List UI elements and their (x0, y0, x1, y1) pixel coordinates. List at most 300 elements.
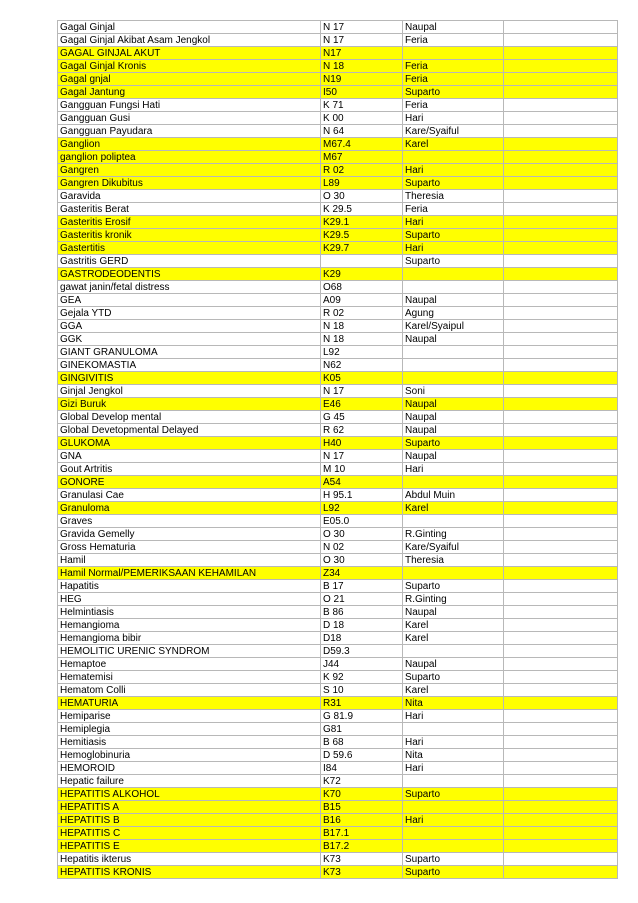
empty-cell[interactable] (504, 801, 618, 814)
icd-code-cell[interactable]: O 30 (321, 528, 403, 541)
diagnosis-cell[interactable]: ganglion poliptea (58, 151, 321, 164)
doctor-cell[interactable]: Feria (403, 60, 504, 73)
doctor-cell[interactable]: Feria (403, 203, 504, 216)
doctor-cell[interactable]: Naupal (403, 294, 504, 307)
diagnosis-cell[interactable]: Hemangioma bibir (58, 632, 321, 645)
icd-code-cell[interactable]: K05 (321, 372, 403, 385)
diagnosis-cell[interactable]: Gangren Dikubitus (58, 177, 321, 190)
empty-cell[interactable] (504, 489, 618, 502)
doctor-cell[interactable] (403, 645, 504, 658)
doctor-cell[interactable]: Suparto (403, 580, 504, 593)
empty-cell[interactable] (504, 450, 618, 463)
icd-code-cell[interactable]: B 68 (321, 736, 403, 749)
diagnosis-cell[interactable]: GIANT GRANULOMA (58, 346, 321, 359)
table-row (58, 827, 618, 840)
icd-code-cell[interactable]: N17 (321, 47, 403, 60)
doctor-cell[interactable]: R.Ginting (403, 593, 504, 606)
empty-cell[interactable] (504, 658, 618, 671)
table-row (58, 21, 618, 34)
empty-cell[interactable] (504, 515, 618, 528)
table-row (58, 658, 618, 671)
doctor-cell[interactable] (403, 775, 504, 788)
table-row (58, 866, 618, 879)
table-row (58, 723, 618, 736)
doctor-cell[interactable]: Suparto (403, 177, 504, 190)
table-row (58, 177, 618, 190)
doctor-cell[interactable] (403, 268, 504, 281)
empty-cell[interactable] (504, 99, 618, 112)
empty-cell[interactable] (504, 34, 618, 47)
empty-cell[interactable] (504, 697, 618, 710)
doctor-cell[interactable] (403, 372, 504, 385)
empty-cell[interactable] (504, 372, 618, 385)
icd-code-cell[interactable]: N 17 (321, 450, 403, 463)
table-row (58, 463, 618, 476)
icd-code-cell[interactable]: K73 (321, 853, 403, 866)
diagnosis-cell[interactable]: Hepatic failure (58, 775, 321, 788)
doctor-cell[interactable]: Nita (403, 697, 504, 710)
empty-cell[interactable] (504, 775, 618, 788)
doctor-cell[interactable]: Suparto (403, 853, 504, 866)
icd-code-cell[interactable]: N 02 (321, 541, 403, 554)
doctor-cell[interactable]: Naupal (403, 333, 504, 346)
table-row (58, 216, 618, 229)
empty-cell[interactable] (504, 47, 618, 60)
doctor-cell[interactable]: Naupal (403, 21, 504, 34)
icd-code-cell[interactable]: O68 (321, 281, 403, 294)
doctor-cell[interactable] (403, 281, 504, 294)
empty-cell[interactable] (504, 840, 618, 853)
table-row (58, 736, 618, 749)
icd-code-cell[interactable]: H40 (321, 437, 403, 450)
diagnosis-cell[interactable]: HEMOROID (58, 762, 321, 775)
empty-cell[interactable] (504, 320, 618, 333)
doctor-cell[interactable]: Nita (403, 749, 504, 762)
diagnosis-cell[interactable]: Gangguan Gusi (58, 112, 321, 125)
table-row (58, 450, 618, 463)
doctor-cell[interactable]: Theresia (403, 190, 504, 203)
empty-cell[interactable] (504, 216, 618, 229)
table-row (58, 541, 618, 554)
diagnosis-cell[interactable]: Gagal gnjal (58, 73, 321, 86)
doctor-cell[interactable]: Suparto (403, 255, 504, 268)
diagnosis-cell[interactable]: HEMOLITIC URENIC SYNDROM (58, 645, 321, 658)
icd-code-cell[interactable]: K 71 (321, 99, 403, 112)
doctor-cell[interactable]: Karel (403, 632, 504, 645)
diagnosis-cell[interactable]: GASTRODEODENTIS (58, 268, 321, 281)
doctor-cell[interactable]: Hari (403, 112, 504, 125)
diagnosis-cell[interactable]: Hamil Normal/PEMERIKSAAN KEHAMILAN (58, 567, 321, 580)
diagnosis-cell[interactable]: HEPATITIS ALKOHOL (58, 788, 321, 801)
empty-cell[interactable] (504, 281, 618, 294)
empty-cell[interactable] (504, 476, 618, 489)
table-row (58, 268, 618, 281)
icd-code-cell[interactable]: D 18 (321, 619, 403, 632)
diagnosis-cell[interactable]: Gangguan Fungsi Hati (58, 99, 321, 112)
empty-cell[interactable] (504, 229, 618, 242)
doctor-cell[interactable]: Theresia (403, 554, 504, 567)
empty-cell[interactable] (504, 21, 618, 34)
empty-cell[interactable] (504, 736, 618, 749)
doctor-cell[interactable]: Hari (403, 164, 504, 177)
doctor-cell[interactable]: Karel (403, 619, 504, 632)
table-row (58, 749, 618, 762)
empty-cell[interactable] (504, 203, 618, 216)
doctor-cell[interactable] (403, 567, 504, 580)
icd-code-cell[interactable]: N 64 (321, 125, 403, 138)
diagnosis-cell[interactable]: Gastertitis (58, 242, 321, 255)
doctor-cell[interactable]: Kare/Syaiful (403, 541, 504, 554)
diagnosis-cell[interactable]: Garavida (58, 190, 321, 203)
doctor-cell[interactable] (403, 359, 504, 372)
empty-cell[interactable] (504, 346, 618, 359)
table-row (58, 320, 618, 333)
icd-code-cell[interactable]: R 62 (321, 424, 403, 437)
diagnosis-cell[interactable]: Hemangioma (58, 619, 321, 632)
empty-cell[interactable] (504, 385, 618, 398)
diagnosis-cell[interactable]: HEG (58, 593, 321, 606)
icd-code-cell[interactable]: B17.1 (321, 827, 403, 840)
diagnosis-cell[interactable]: HEPATITIS A (58, 801, 321, 814)
spreadsheet-table (57, 20, 618, 879)
table-row (58, 424, 618, 437)
diagnosis-cell[interactable]: Helmintiasis (58, 606, 321, 619)
icd-code-cell[interactable]: I84 (321, 762, 403, 775)
diagnosis-cell[interactable]: GGK (58, 333, 321, 346)
doctor-cell[interactable]: Soni (403, 385, 504, 398)
diagnosis-cell[interactable]: Gagal Ginjal (58, 21, 321, 34)
diagnosis-cell[interactable]: GONORE (58, 476, 321, 489)
doctor-cell[interactable]: Suparto (403, 866, 504, 879)
empty-cell[interactable] (504, 112, 618, 125)
diagnosis-cell[interactable]: Granulasi Cae (58, 489, 321, 502)
empty-cell[interactable] (504, 814, 618, 827)
icd-code-cell[interactable]: K73 (321, 866, 403, 879)
table-row (58, 671, 618, 684)
icd-code-cell[interactable]: N19 (321, 73, 403, 86)
icd-code-cell[interactable]: E05.0 (321, 515, 403, 528)
doctor-cell[interactable] (403, 151, 504, 164)
empty-cell[interactable] (504, 580, 618, 593)
empty-cell[interactable] (504, 437, 618, 450)
icd-code-cell[interactable]: B15 (321, 801, 403, 814)
icd-code-cell[interactable]: N62 (321, 359, 403, 372)
doctor-cell[interactable] (403, 827, 504, 840)
icd-code-cell[interactable]: B16 (321, 814, 403, 827)
diagnosis-cell[interactable]: HEPATITIS E (58, 840, 321, 853)
table-row (58, 632, 618, 645)
table-row (58, 710, 618, 723)
doctor-cell[interactable]: Naupal (403, 411, 504, 424)
table-row (58, 203, 618, 216)
doctor-cell[interactable]: Karel (403, 138, 504, 151)
empty-cell[interactable] (504, 177, 618, 190)
diagnosis-cell[interactable]: gawat janin/fetal distress (58, 281, 321, 294)
icd-code-cell[interactable]: L92 (321, 346, 403, 359)
empty-cell[interactable] (504, 242, 618, 255)
doctor-cell[interactable]: Hari (403, 736, 504, 749)
empty-cell[interactable] (504, 671, 618, 684)
icd-code-cell[interactable]: K70 (321, 788, 403, 801)
table-row (58, 73, 618, 86)
diagnosis-cell[interactable]: GEA (58, 294, 321, 307)
icd-code-cell[interactable]: N 17 (321, 21, 403, 34)
icd-code-cell[interactable]: O 30 (321, 190, 403, 203)
empty-cell[interactable] (504, 762, 618, 775)
diagnosis-cell[interactable]: GNA (58, 450, 321, 463)
diagnosis-cell[interactable]: HEMATURIA (58, 697, 321, 710)
doctor-cell[interactable]: Kare/Syaiful (403, 125, 504, 138)
doctor-cell[interactable]: Suparto (403, 86, 504, 99)
diagnosis-cell[interactable]: Gagal Jantung (58, 86, 321, 99)
diagnosis-cell[interactable]: Gasteritis Erosif (58, 216, 321, 229)
doctor-cell[interactable]: Hari (403, 463, 504, 476)
empty-cell[interactable] (504, 619, 618, 632)
icd-code-cell[interactable]: D18 (321, 632, 403, 645)
icd-code-cell[interactable]: N 18 (321, 333, 403, 346)
table-row (58, 515, 618, 528)
icd-code-cell[interactable]: M67 (321, 151, 403, 164)
empty-cell[interactable] (504, 749, 618, 762)
empty-cell[interactable] (504, 853, 618, 866)
icd-code-cell[interactable]: R 02 (321, 164, 403, 177)
icd-code-cell[interactable]: B17.2 (321, 840, 403, 853)
icd-code-cell[interactable]: N 17 (321, 385, 403, 398)
icd-code-cell[interactable]: M67.4 (321, 138, 403, 151)
diagnosis-cell[interactable]: Gejala YTD (58, 307, 321, 320)
table-row (58, 489, 618, 502)
table-row (58, 801, 618, 814)
icd-code-cell[interactable]: K 92 (321, 671, 403, 684)
diagnosis-cell[interactable]: Hemiplegia (58, 723, 321, 736)
icd-code-cell[interactable]: A09 (321, 294, 403, 307)
diagnosis-cell[interactable]: Graves (58, 515, 321, 528)
diagnosis-cell[interactable]: GAGAL GINJAL AKUT (58, 47, 321, 60)
doctor-cell[interactable] (403, 840, 504, 853)
icd-code-cell[interactable]: G81 (321, 723, 403, 736)
diagnosis-cell[interactable]: GLUKOMA (58, 437, 321, 450)
diagnosis-cell[interactable]: Ginjal Jengkol (58, 385, 321, 398)
diagnosis-cell[interactable]: Gagal Ginjal Akibat Asam Jengkol (58, 34, 321, 47)
diagnosis-cell[interactable]: Granuloma (58, 502, 321, 515)
doctor-cell[interactable]: Suparto (403, 437, 504, 450)
diagnosis-cell[interactable]: Gravida Gemelly (58, 528, 321, 541)
icd-code-cell[interactable]: N 17 (321, 34, 403, 47)
diagnosis-cell[interactable]: Gagal Ginjal Kronis (58, 60, 321, 73)
empty-cell[interactable] (504, 502, 618, 515)
empty-cell[interactable] (504, 151, 618, 164)
icd-code-cell[interactable]: R 02 (321, 307, 403, 320)
table-row (58, 242, 618, 255)
icd-code-cell[interactable]: G 45 (321, 411, 403, 424)
diagnosis-cell[interactable]: Gastritis GERD (58, 255, 321, 268)
icd-code-cell[interactable]: D 59.6 (321, 749, 403, 762)
diagnosis-cell[interactable]: Hepatitis ikterus (58, 853, 321, 866)
icd-code-cell[interactable]: S 10 (321, 684, 403, 697)
icd-code-cell[interactable]: M 10 (321, 463, 403, 476)
doctor-cell[interactable] (403, 476, 504, 489)
diagnosis-cell[interactable]: Hapatitis (58, 580, 321, 593)
empty-cell[interactable] (504, 567, 618, 580)
empty-cell[interactable] (504, 710, 618, 723)
table-row (58, 645, 618, 658)
doctor-cell[interactable]: Feria (403, 73, 504, 86)
icd-code-cell[interactable]: B 17 (321, 580, 403, 593)
doctor-cell[interactable] (403, 346, 504, 359)
table-row (58, 528, 618, 541)
empty-cell[interactable] (504, 541, 618, 554)
doctor-cell[interactable]: Suparto (403, 788, 504, 801)
icd-code-cell[interactable]: K29.7 (321, 242, 403, 255)
empty-cell[interactable] (504, 723, 618, 736)
doctor-cell[interactable]: Feria (403, 99, 504, 112)
doctor-cell[interactable]: Feria (403, 34, 504, 47)
empty-cell[interactable] (504, 255, 618, 268)
table-row (58, 112, 618, 125)
empty-cell[interactable] (504, 359, 618, 372)
empty-cell[interactable] (504, 424, 618, 437)
table-row (58, 606, 618, 619)
empty-cell[interactable] (504, 86, 618, 99)
diagnosis-cell[interactable]: Gangren (58, 164, 321, 177)
empty-cell[interactable] (504, 138, 618, 151)
icd-code-cell[interactable]: D59.3 (321, 645, 403, 658)
doctor-cell[interactable]: R.Ginting (403, 528, 504, 541)
doctor-cell[interactable]: Karel/Syaipul (403, 320, 504, 333)
diagnosis-cell[interactable]: Gout Artritis (58, 463, 321, 476)
table-row (58, 814, 618, 827)
empty-cell[interactable] (504, 411, 618, 424)
empty-cell[interactable] (504, 190, 618, 203)
doctor-cell[interactable]: Naupal (403, 398, 504, 411)
icd-code-cell[interactable]: Z34 (321, 567, 403, 580)
doctor-cell[interactable]: Suparto (403, 229, 504, 242)
diagnosis-cell[interactable]: Gangguan Payudara (58, 125, 321, 138)
icd-code-cell[interactable]: L89 (321, 177, 403, 190)
icd-code-cell[interactable]: N 18 (321, 60, 403, 73)
diagnosis-cell[interactable]: Gross Hematuria (58, 541, 321, 554)
diagnosis-cell[interactable]: Hematemisi (58, 671, 321, 684)
doctor-cell[interactable] (403, 723, 504, 736)
diagnosis-cell[interactable]: Global Develop mental (58, 411, 321, 424)
table-row (58, 125, 618, 138)
diagnosis-cell[interactable]: Gizi Buruk (58, 398, 321, 411)
diagnosis-cell[interactable]: Hematom Colli (58, 684, 321, 697)
diagnosis-cell[interactable]: HEPATITIS B (58, 814, 321, 827)
doctor-cell[interactable]: Naupal (403, 658, 504, 671)
doctor-cell[interactable]: Karel (403, 502, 504, 515)
icd-code-cell[interactable]: O 21 (321, 593, 403, 606)
diagnosis-cell[interactable]: HEPATITIS C (58, 827, 321, 840)
diagnosis-cell[interactable]: HEPATITIS KRONIS (58, 866, 321, 879)
diagnosis-cell[interactable]: Hemoglobinuria (58, 749, 321, 762)
empty-cell[interactable] (504, 398, 618, 411)
doctor-cell[interactable] (403, 801, 504, 814)
diagnosis-cell[interactable]: Gasteritis Berat (58, 203, 321, 216)
doctor-cell[interactable]: Karel (403, 684, 504, 697)
icd-code-cell[interactable]: K29.5 (321, 229, 403, 242)
empty-cell[interactable] (504, 125, 618, 138)
empty-cell[interactable] (504, 866, 618, 879)
icd-code-cell[interactable] (321, 255, 403, 268)
table-row (58, 47, 618, 60)
icd-code-cell[interactable]: N 18 (321, 320, 403, 333)
table-row (58, 840, 618, 853)
diagnosis-cell[interactable]: Hemaptoe (58, 658, 321, 671)
doctor-cell[interactable]: Hari (403, 216, 504, 229)
diagnosis-cell[interactable]: GINEKOMASTIA (58, 359, 321, 372)
icd-code-cell[interactable]: K29.1 (321, 216, 403, 229)
doctor-cell[interactable]: Hari (403, 710, 504, 723)
empty-cell[interactable] (504, 788, 618, 801)
icd-code-cell[interactable]: O 30 (321, 554, 403, 567)
doctor-cell[interactable]: Naupal (403, 450, 504, 463)
diagnosis-cell[interactable]: Global Devetopmental Delayed (58, 424, 321, 437)
empty-cell[interactable] (504, 307, 618, 320)
empty-cell[interactable] (504, 528, 618, 541)
diagnosis-cell[interactable]: GINGIVITIS (58, 372, 321, 385)
empty-cell[interactable] (504, 164, 618, 177)
table-row (58, 502, 618, 515)
empty-cell[interactable] (504, 333, 618, 346)
empty-cell[interactable] (504, 632, 618, 645)
doctor-cell[interactable]: Hari (403, 242, 504, 255)
diagnosis-cell[interactable]: Hemitiasis (58, 736, 321, 749)
icd-code-cell[interactable]: I50 (321, 86, 403, 99)
doctor-cell[interactable] (403, 515, 504, 528)
diagnosis-cell[interactable]: Hamil (58, 554, 321, 567)
empty-cell[interactable] (504, 463, 618, 476)
doctor-cell[interactable] (403, 47, 504, 60)
icd-code-cell[interactable]: K29 (321, 268, 403, 281)
doctor-cell[interactable]: Hari (403, 814, 504, 827)
empty-cell[interactable] (504, 73, 618, 86)
doctor-cell[interactable]: Naupal (403, 424, 504, 437)
icd-code-cell[interactable]: K 00 (321, 112, 403, 125)
empty-cell[interactable] (504, 593, 618, 606)
empty-cell[interactable] (504, 294, 618, 307)
icd-code-cell[interactable]: L92 (321, 502, 403, 515)
diagnosis-cell[interactable]: Hemiparise (58, 710, 321, 723)
table-row (58, 359, 618, 372)
icd-code-cell[interactable]: K 29.5 (321, 203, 403, 216)
icd-code-cell[interactable]: B 86 (321, 606, 403, 619)
table-row (58, 437, 618, 450)
doctor-cell[interactable]: Naupal (403, 606, 504, 619)
icd-code-cell[interactable]: R31 (321, 697, 403, 710)
empty-cell[interactable] (504, 684, 618, 697)
doctor-cell[interactable]: Agung (403, 307, 504, 320)
empty-cell[interactable] (504, 606, 618, 619)
doctor-cell[interactable]: Hari (403, 762, 504, 775)
empty-cell[interactable] (504, 60, 618, 73)
icd-code-cell[interactable]: A54 (321, 476, 403, 489)
empty-cell[interactable] (504, 827, 618, 840)
icd-code-cell[interactable]: G 81.9 (321, 710, 403, 723)
empty-cell[interactable] (504, 645, 618, 658)
empty-cell[interactable] (504, 554, 618, 567)
empty-cell[interactable] (504, 268, 618, 281)
doctor-cell[interactable]: Abdul Muin (403, 489, 504, 502)
icd-code-cell[interactable]: J44 (321, 658, 403, 671)
icd-code-cell[interactable]: K72 (321, 775, 403, 788)
doctor-cell[interactable]: Suparto (403, 671, 504, 684)
diagnosis-cell[interactable]: Ganglion (58, 138, 321, 151)
diagnosis-cell[interactable]: GGA (58, 320, 321, 333)
icd-code-cell[interactable]: H 95.1 (321, 489, 403, 502)
diagnosis-cell[interactable]: Gasteritis kronik (58, 229, 321, 242)
icd-code-cell[interactable]: E46 (321, 398, 403, 411)
